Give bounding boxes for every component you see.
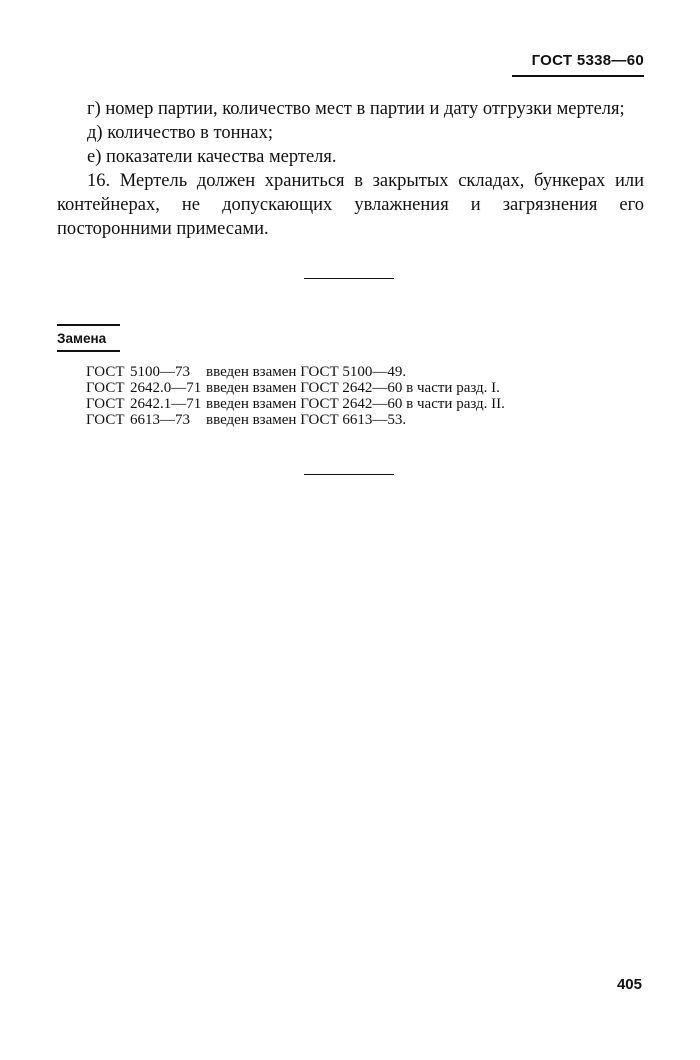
replacement-row — [86, 396, 606, 412]
replacement-row — [86, 364, 606, 380]
replacement-text: введен взамен ГОСТ 5100—49. — [206, 364, 407, 380]
replacement-gost-number: 2642.1—71 — [130, 396, 202, 412]
paragraph-item-g: г) номер партии, количество мест в партии и дату отгрузки мертеля; — [87, 99, 625, 119]
paragraph-clause-16: 16. Мертель должен храниться в закрытых складах, бункерах или контейнерах, не допускающих увлажнения и загрязнения его посторонними примесами. — [57, 171, 644, 239]
replacement-gost-number: 2642.0—71 — [130, 380, 202, 396]
replacement-gost-number: 6613—73 — [130, 412, 190, 428]
replacement-text: введен взамен ГОСТ 6613—53. — [206, 412, 407, 428]
separator-rule — [304, 474, 394, 475]
page-number: 405 — [616, 976, 642, 993]
replacement-gost-label: ГОСТ — [86, 412, 125, 428]
replacement-gost-label: ГОСТ — [86, 364, 125, 380]
paragraph-item-d: д) количество в тоннах; — [87, 123, 273, 143]
replacement-text: введен взамен ГОСТ 2642—60 в части разд. I. — [206, 380, 500, 396]
body-text — [57, 97, 644, 241]
replacement-text: введен взамен ГОСТ 2642—60 в части разд. II. — [206, 396, 505, 412]
replacement-row — [86, 380, 606, 396]
replacement-section-title: Замена — [57, 324, 120, 352]
replacement-gost-label: ГОСТ — [86, 380, 125, 396]
replacement-gost-number: 5100—73 — [130, 364, 190, 380]
paragraph-item-e: е) показатели качества мертеля. — [87, 147, 337, 167]
separator-rule — [304, 278, 394, 279]
replacement-gost-label: ГОСТ — [86, 396, 125, 412]
replacement-row — [86, 412, 606, 428]
replacement-list — [86, 364, 606, 428]
document-code-header: ГОСТ 5338—60 — [512, 52, 644, 77]
